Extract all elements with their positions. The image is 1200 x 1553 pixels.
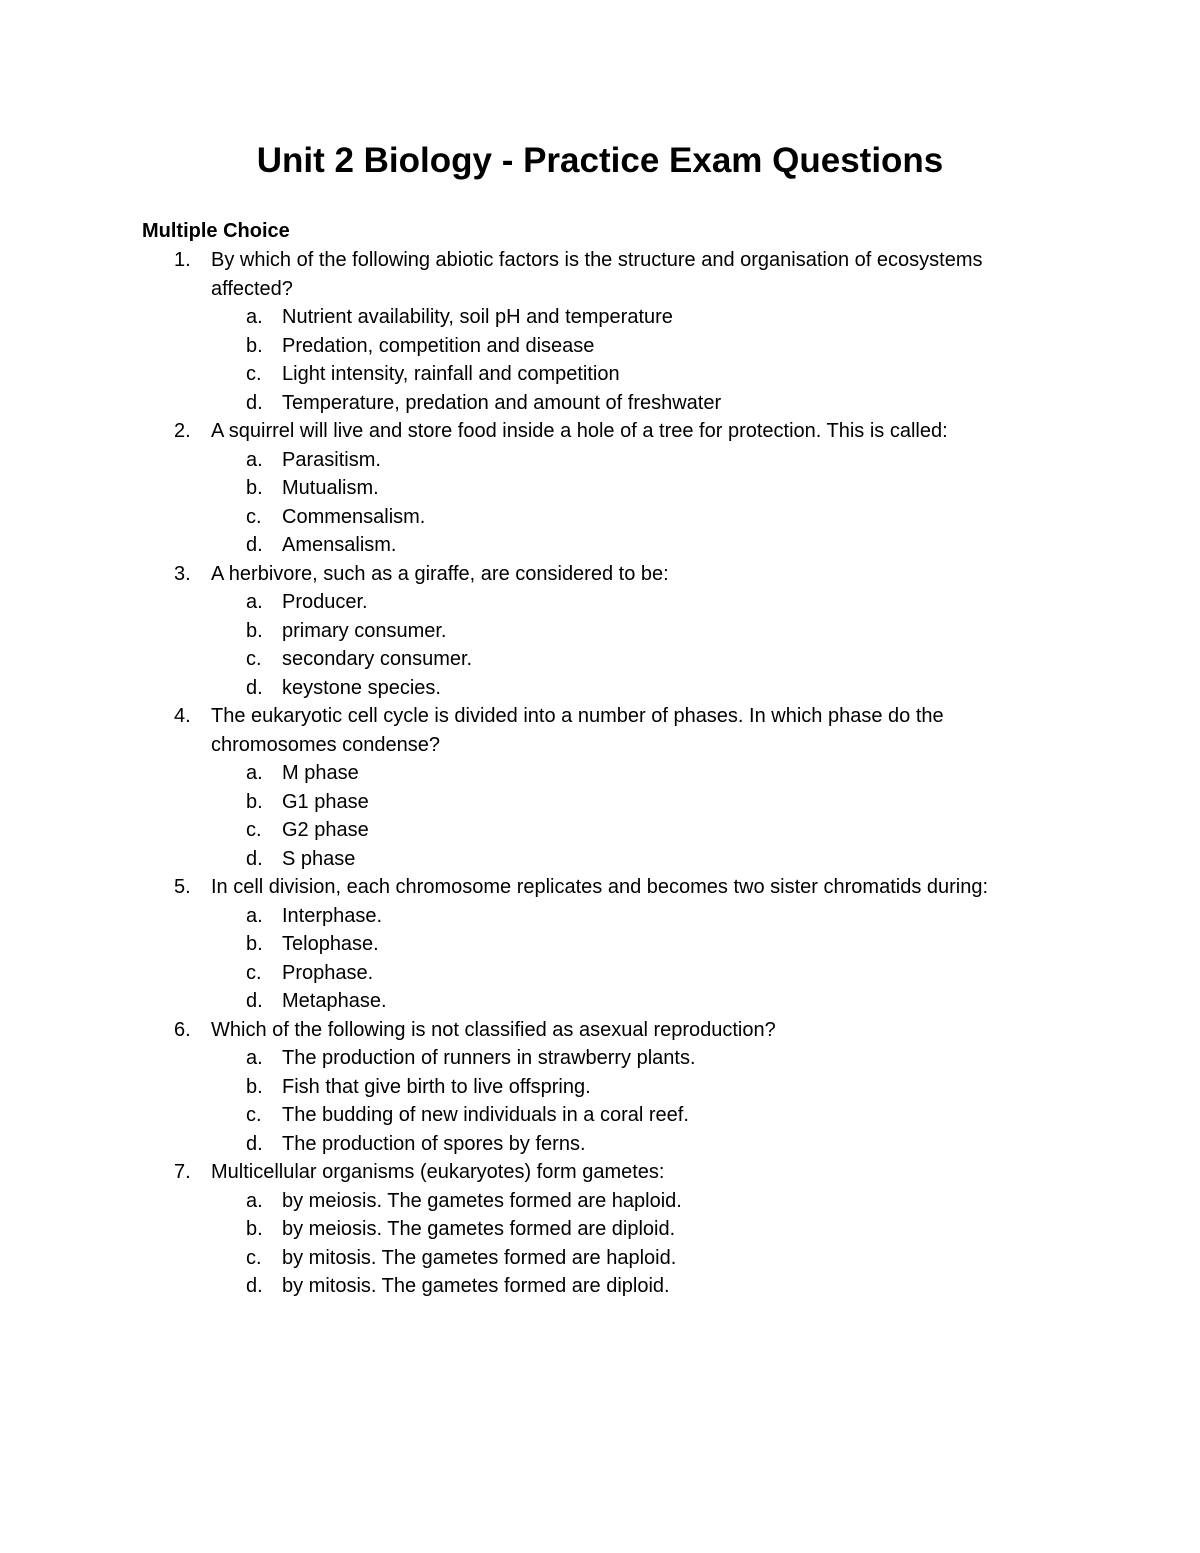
option-text: Parasitism. — [282, 448, 381, 471]
option-text: by meiosis. The gametes formed are diploid. — [282, 1218, 676, 1240]
question-number: 3. — [174, 562, 191, 585]
option-text: The budding of new individuals in a coral reef. — [282, 1104, 689, 1126]
option-letter: a. — [246, 762, 263, 784]
option-letter: d. — [246, 990, 263, 1012]
answer-option — [0, 902, 1200, 931]
option-letter: a. — [246, 1047, 263, 1069]
option-list — [0, 1187, 1200, 1301]
answer-option — [0, 845, 1200, 874]
option-letter: c. — [246, 961, 262, 984]
option-text: Temperature, predation and amount of freshwater — [282, 391, 722, 414]
answer-option — [0, 617, 1200, 646]
section-heading: Multiple Choice — [142, 220, 290, 242]
option-text: S phase — [282, 847, 356, 870]
option-list — [0, 1044, 1200, 1158]
question-item — [0, 702, 1200, 873]
question-text: The eukaryotic cell cycle is divided into a number of phases. In which phase do the chromosomes condense? — [211, 705, 944, 756]
option-list — [0, 446, 1200, 560]
option-text: by mitosis. The gametes formed are haploid. — [282, 1246, 677, 1269]
option-text: Interphase. — [282, 904, 383, 927]
option-letter: c. — [246, 648, 262, 670]
option-text: Producer. — [282, 591, 368, 613]
option-letter: d. — [246, 1275, 263, 1297]
answer-option — [0, 446, 1200, 475]
question-text: A squirrel will live and store food inside a hole of a tree for protection. This is called: — [211, 420, 948, 442]
option-letter: a. — [246, 448, 263, 471]
option-text: The production of spores by ferns. — [282, 1132, 586, 1155]
answer-option — [0, 1130, 1200, 1159]
question-item — [0, 1016, 1200, 1159]
option-letter: b. — [246, 790, 263, 813]
answer-option — [0, 645, 1200, 674]
option-text: Prophase. — [282, 961, 374, 984]
question-list — [0, 246, 1200, 1301]
option-text: Telophase. — [282, 933, 379, 955]
option-list — [0, 902, 1200, 1016]
option-text: Predation, competition and disease — [282, 334, 595, 357]
option-text: Commensalism. — [282, 505, 426, 528]
question-number: 2. — [174, 420, 191, 442]
option-letter: d. — [246, 1132, 263, 1155]
question-number: 6. — [174, 1018, 191, 1041]
option-text: by mitosis. The gametes formed are diploid. — [282, 1275, 670, 1297]
answer-option — [0, 788, 1200, 817]
option-letter: b. — [246, 334, 263, 357]
option-text: G1 phase — [282, 790, 369, 813]
option-letter: c. — [246, 505, 262, 528]
question-item — [0, 560, 1200, 703]
answer-option — [0, 1244, 1200, 1273]
answer-option — [0, 759, 1200, 788]
option-text: Fish that give birth to live offspring. — [282, 1075, 591, 1098]
option-letter: c. — [246, 363, 262, 385]
option-text: by meiosis. The gametes formed are haploid. — [282, 1189, 682, 1212]
option-text: Metaphase. — [282, 990, 387, 1012]
option-text: Amensalism. — [282, 534, 397, 556]
option-text: primary consumer. — [282, 619, 447, 642]
option-letter: b. — [246, 619, 263, 642]
answer-option — [0, 674, 1200, 703]
question-text: A herbivore, such as a giraffe, are considered to be: — [211, 562, 669, 585]
question-text: Multicellular organisms (eukaryotes) form gametes: — [211, 1161, 665, 1183]
question-number: 1. — [174, 249, 191, 271]
answer-option — [0, 930, 1200, 959]
option-text: secondary consumer. — [282, 648, 473, 670]
question-number: 4. — [174, 705, 191, 727]
option-list — [0, 759, 1200, 873]
option-letter: b. — [246, 477, 263, 499]
question-item — [0, 873, 1200, 1016]
question-number: 5. — [174, 876, 191, 898]
option-text: Light intensity, rainfall and competition — [282, 363, 620, 385]
page-title: Unit 2 Biology - Practice Exam Questions — [256, 141, 944, 180]
option-text: Mutualism. — [282, 477, 379, 499]
answer-option — [0, 360, 1200, 389]
answer-option — [0, 1215, 1200, 1244]
answer-option — [0, 1073, 1200, 1102]
answer-option — [0, 389, 1200, 418]
option-letter: c. — [246, 1104, 262, 1126]
answer-option — [0, 503, 1200, 532]
answer-option — [0, 474, 1200, 503]
option-letter: b. — [246, 1075, 263, 1098]
answer-option — [0, 332, 1200, 361]
answer-option — [0, 816, 1200, 845]
option-letter: b. — [246, 1218, 263, 1240]
option-letter: a. — [246, 904, 263, 927]
option-letter: a. — [246, 306, 263, 328]
option-text: keystone species. — [282, 676, 441, 699]
answer-option — [0, 959, 1200, 988]
question-text: By which of the following abiotic factors is the structure and organisation of ecosystems affected? — [211, 249, 983, 300]
question-text: In cell division, each chromosome replicates and becomes two sister chromatids during: — [211, 876, 989, 898]
option-letter: d. — [246, 676, 263, 699]
answer-option — [0, 987, 1200, 1016]
option-letter: a. — [246, 1189, 263, 1212]
question-number: 7. — [174, 1161, 191, 1183]
answer-option — [0, 531, 1200, 560]
question-text: Which of the following is not classified as asexual reproduction? — [211, 1018, 776, 1041]
option-list — [0, 303, 1200, 417]
option-list — [0, 588, 1200, 702]
option-letter: a. — [246, 591, 263, 613]
answer-option — [0, 1044, 1200, 1073]
answer-option — [0, 1272, 1200, 1301]
option-text: M phase — [282, 762, 359, 784]
answer-option — [0, 588, 1200, 617]
question-item — [0, 1158, 1200, 1301]
answer-option — [0, 1187, 1200, 1216]
option-letter: d. — [246, 391, 263, 414]
option-letter: d. — [246, 847, 263, 870]
answer-option — [0, 1101, 1200, 1130]
question-item — [0, 417, 1200, 560]
question-item — [0, 246, 1200, 417]
option-text: G2 phase — [282, 819, 369, 841]
option-letter: c. — [246, 819, 262, 841]
answer-option — [0, 303, 1200, 332]
option-letter: c. — [246, 1246, 262, 1269]
option-letter: d. — [246, 534, 263, 556]
option-text: Nutrient availability, soil pH and temperature — [282, 306, 673, 328]
option-letter: b. — [246, 933, 263, 955]
option-text: The production of runners in strawberry plants. — [282, 1047, 696, 1069]
